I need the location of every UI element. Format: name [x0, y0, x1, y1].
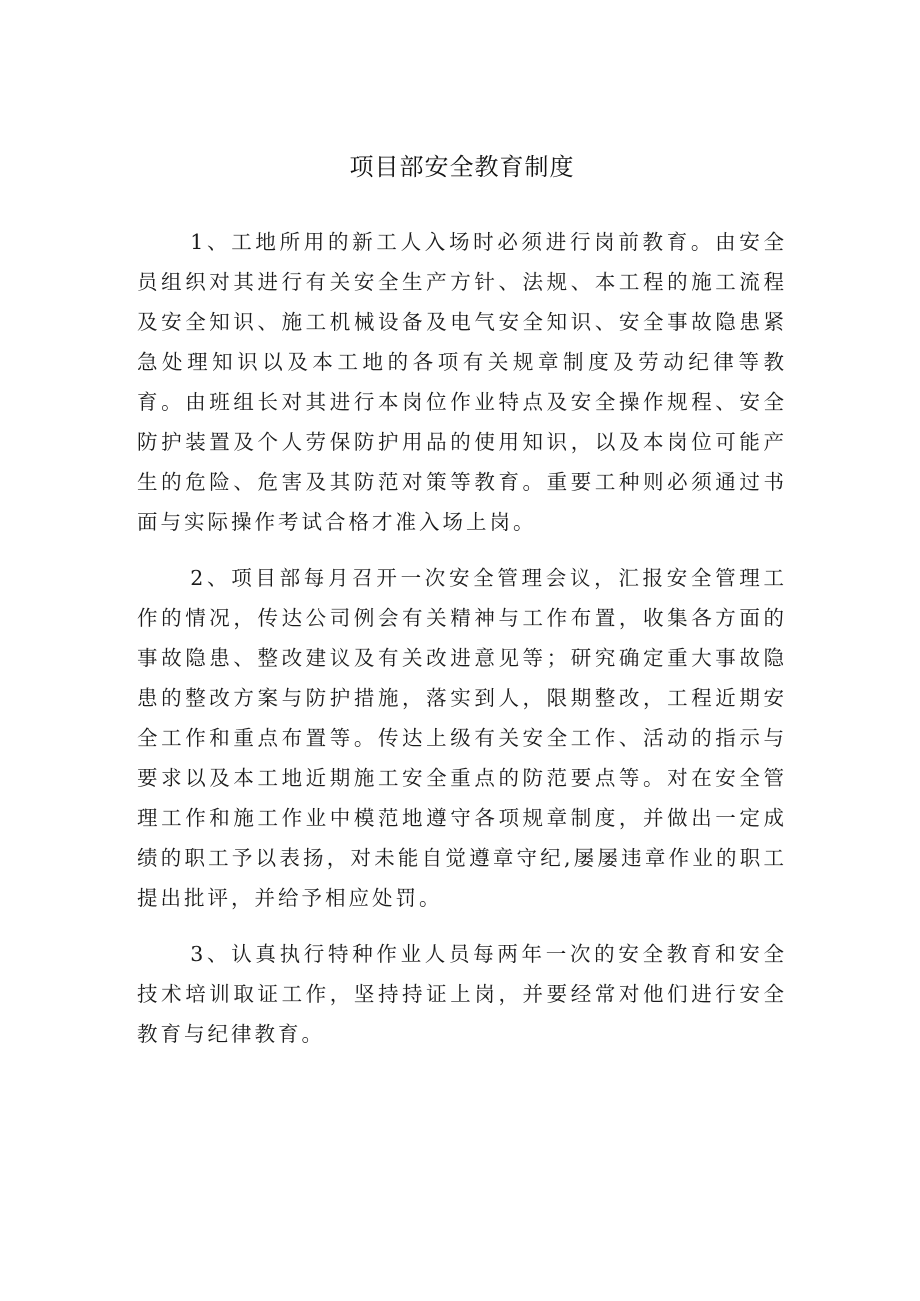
paragraph-2: 2、项目部每月召开一次安全管理会议，汇报安全管理工作的情况，传达公司例会有关精神与工作布置，收集各方面的事故隐患、整改建议及有关改进意见等；研究确定重大事故隐患的整改方案与防护措施，落实到人，限期整改，工程近期安全工作和重点布置等。传达上级有关安全工作、活动的指示与要求以及本工地近期施工安全重点的防范要点等。对在安全管理工作和施工作业中模范地遵守各项规章制度，并做出一定成绩的职工予以表扬，对未能自觉遵章守纪,屡屡违章作业的职工提出批评，并给予相应处罚。: [137, 566, 787, 910]
paragraph-3: 3、认真执行特种作业人员每两年一次的安全教育和安全技术培训取证工作，坚持持证上岗，并要经常对他们进行安全教育与纪律教育。: [137, 942, 787, 1046]
page-title: 项目部安全教育制度: [349, 153, 575, 181]
paragraph-1: 1、工地所用的新工人入场时必须进行岗前教育。由安全员组织对其进行有关安全生产方针、法规、本工程的施工流程及安全知识、施工机械设备及电气安全知识、安全事故隐患紧急处理知识以及本工地的各项有关规章制度及劳动纪律等教育。由班组长对其进行本岗位作业特点及安全操作规程、安全防护装置及个人劳保防护用品的使用知识，以及本岗位可能产生的危险、危害及其防范对策等教育。重要工种则必须通过书面与实际操作考试合格才准入场上岗。: [137, 230, 787, 534]
